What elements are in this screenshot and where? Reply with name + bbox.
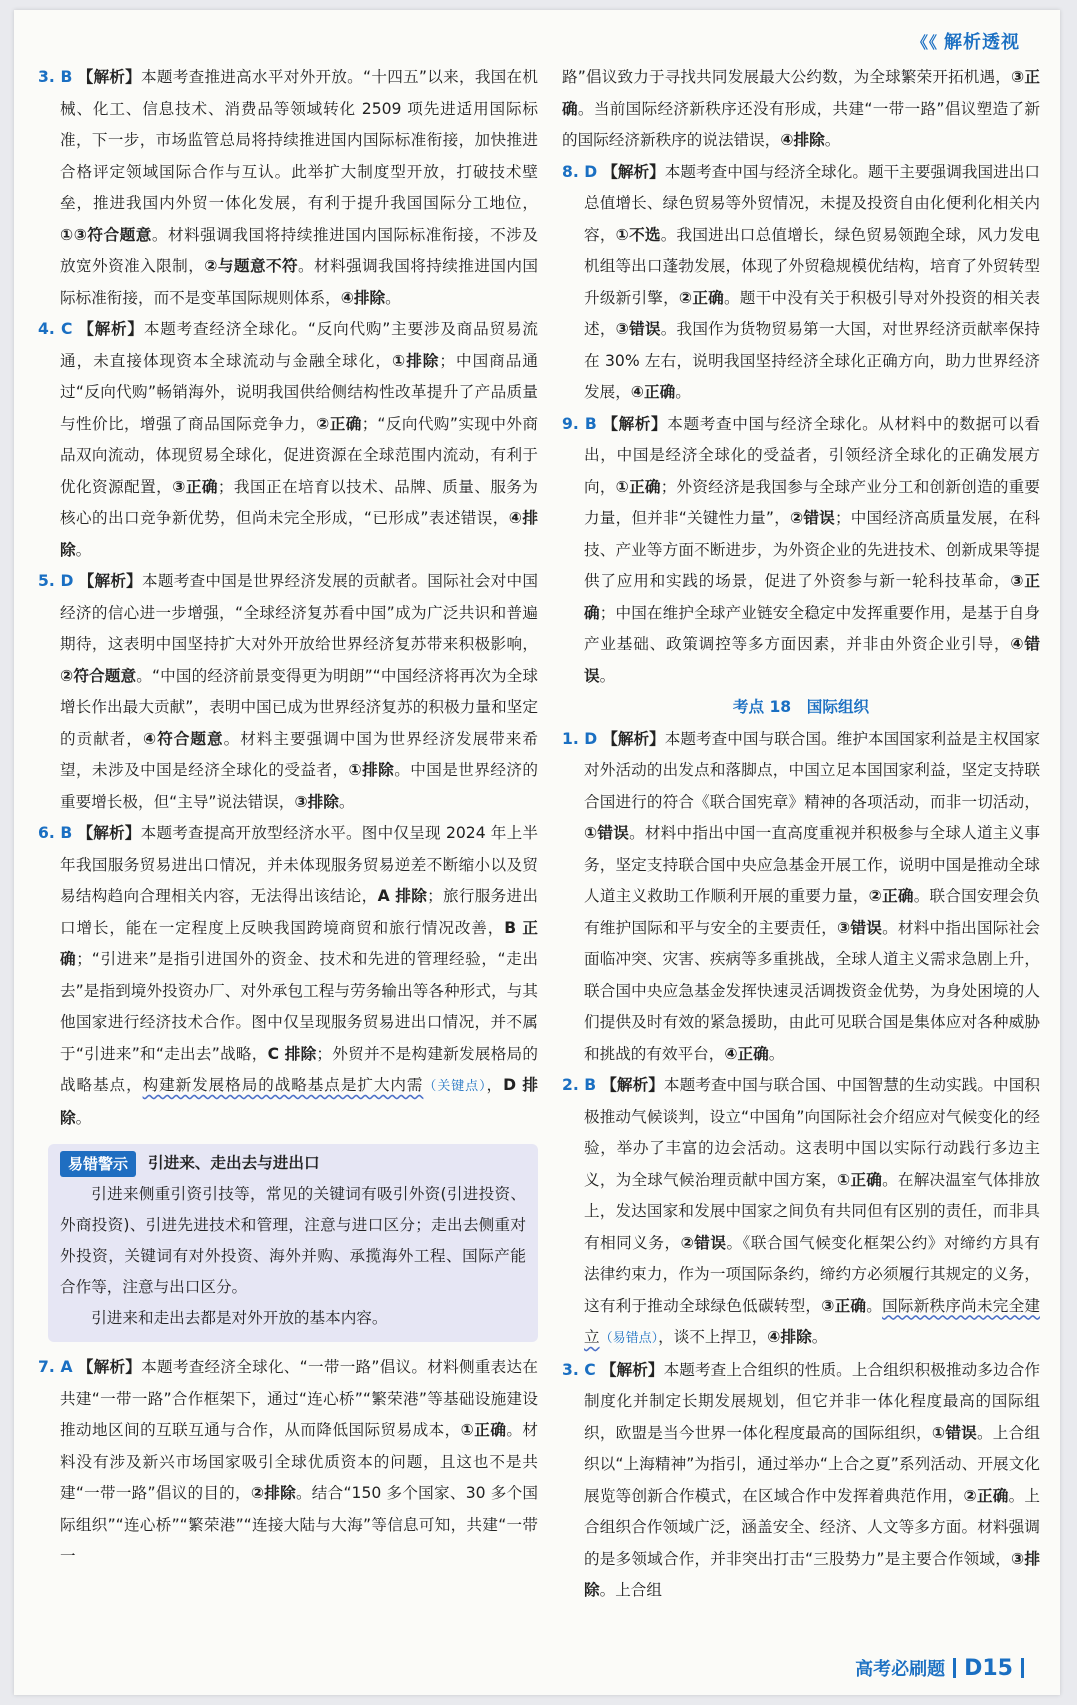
key-point-note: （易错点）: [599, 1331, 659, 1346]
answer-text: ；中国商品通过“反向代购”畅销海外，说明我国供给侧结构性改革提升了产品质量与性价比，增强了商品国际竞争力，: [60, 351, 538, 433]
answer-text: 。: [599, 666, 616, 685]
right-column: [562, 62, 1040, 1607]
answer-text: ，谈不上捍卫，: [658, 1328, 768, 1346]
warning-paragraph: 引进来侧重引资引技等，常见的关键词有吸引外资(引进投资、外商投资)、引进先进技术和管理，注意与进口区分；走出去侧重对外投资，关键词有对外投资、海外并购、承揽海外工程、国际产能合作等，注意与出口区分。: [60, 1185, 526, 1296]
answer-text: 。当前国际经济新秩序还没有形成，共建“一带一路”倡议塑造了新的国际经济新秩序的说法错误，: [562, 99, 1040, 149]
answer-text: ；中国经济高质量发展，在科技、产业等方面不断进步，为外资企业的先进技术、创新成果等提供了应用和实践的场景，促进了外资参与新一轮科技革命，: [584, 509, 1040, 590]
warning-title: 引进来、走出去与进出口: [148, 1154, 320, 1172]
verdict: ②正确: [678, 288, 724, 307]
answer-text: 。: [768, 1044, 785, 1063]
error-warning-box: [48, 1144, 538, 1342]
double-chevron-left-icon: 《《: [911, 33, 938, 52]
verdict: D 排除: [60, 1076, 538, 1127]
answer-text: 本题考查经济全球化。“反向代购”主要涉及商品贸易流通，未直接体现资本全球流动与金融全球化，: [60, 320, 538, 370]
answer-text: 。: [75, 1108, 92, 1127]
verdict: ①不选: [615, 225, 661, 244]
divider-bar: [953, 1658, 956, 1678]
answer-number: 3. C: [562, 1360, 596, 1379]
answer-text: 。: [338, 792, 355, 811]
answer-text: 。: [866, 1296, 883, 1315]
answer-number: 8. D: [562, 162, 598, 181]
answer-text: ；旅行服务进出口增长，能在一定程度上反映我国跨境商贸和旅行情况改善，: [60, 887, 538, 937]
verdict: ②错误: [789, 509, 835, 527]
answer-7: [38, 1352, 538, 1573]
answer-text: 。上合组织合作领域广泛，涵盖安全、经济、人文等多方面。材料强调的是多领域合作，并非突出打击“三股势力”是主要合作领域，: [584, 1486, 1040, 1568]
verdict: ②正确: [316, 414, 362, 433]
verdict: ①③符合题意: [60, 225, 152, 244]
answer-9: [562, 409, 1040, 693]
key-point-underline: 构建新发展格局的战略基点是扩大内需: [142, 1076, 424, 1094]
warning-badge: 易错警示: [60, 1151, 136, 1177]
answer-text: 。材料强调我国将持续推进国内国际标准衔接，而不是变革国际规则体系，: [60, 257, 538, 307]
answer-text: 本题考查中国是世界经济发展的贡献者。国际社会对中国经济的信心进一步增强，“全球经济复苏看中国”成为广泛共识和普遍期待，这表明中国坚持扩大对外开放给世界经济复苏带来积极影响，: [60, 572, 538, 653]
answer-text: 。材料强调我国将持续推进国内国际标准衔接，不涉及放宽外资准入限制，: [60, 225, 538, 275]
answer-tag: 【解析】: [77, 824, 141, 842]
page-footer: [855, 1655, 1024, 1681]
answer-text: 。材料主要强调中国为世界经济发展带来希望，未涉及中国是经济全球化的受益者，: [60, 729, 538, 779]
verdict: ④正确: [630, 383, 676, 401]
verdict: ④排除: [767, 1328, 812, 1346]
answer-3: [38, 62, 538, 314]
answer-text: 。题干中没有关于积极引导对外投资的相关表述，: [584, 288, 1040, 338]
answer-text: 。: [75, 540, 92, 559]
answer-text: 。“中国的经济前景变得更为明朗”“中国经济将再次为全球增长作出最大贡献”，表明中国已成为世界经济复苏的积极力量和坚定的贡献者，: [60, 666, 538, 748]
verdict: ③错误: [615, 320, 661, 338]
answer-text: ；“引进来”是指引进国外的资金、技术和先进的管理经验，“走出去”是指到境外投资办厂、对外承包工程与劳务输出等各种形式，与其他国家进行经济技术合作。图中仅呈现服务贸易进出口情况，并不属于“引进来”和“走出去”战略，: [60, 950, 538, 1063]
verdict: ①正确: [615, 477, 661, 496]
answer-tag: 【解析】: [602, 162, 665, 181]
answer-number: 4. C: [38, 320, 73, 338]
verdict: ④错误: [584, 635, 1040, 685]
answer-tag: 【解析】: [602, 414, 668, 433]
answer-18-2: [562, 1070, 1040, 1355]
answer-text: 。上合组织以“上海精神”为指引，通过举办“上合之夏”系列活动、开展文化展览等创新合作模式，在区域合作中发挥着典范作用，: [584, 1423, 1040, 1505]
warning-header: [60, 1148, 526, 1179]
verdict: ③正确: [172, 477, 218, 496]
answer-text: 。材料中指出中国一直高度重视并积极参与全球人道主义事务，坚定支持联合国中央应急基金开展工作，说明中国是推动全球人道主义救助工作顺利开展的重要力量，: [584, 824, 1040, 905]
answer-text: 。材料没有涉及新兴市场国家吸引全球优质资本的问题，且这也不是共建“一带一路”倡议的目的，: [60, 1421, 538, 1502]
answer-number: 6. B: [38, 824, 73, 842]
answer-number: 9. B: [562, 414, 597, 433]
answer-text: ；“反向代购”实现中外商品双向流动，体现贸易全球化，促进资源在全球范围内流动，有利于优化资源配置，: [60, 414, 538, 496]
answer-text: 。结合“150 多个国家、30 多个国际组织”“连心桥”“繁荣港”“连接大陆与大海”等信息可知，共建“一带一: [60, 1484, 538, 1565]
verdict: ①正确: [837, 1170, 883, 1189]
verdict: ①排除: [391, 351, 440, 370]
verdict: ②错误: [680, 1233, 727, 1252]
answer-text: 。我国作为货物贸易第一大国，对世界经济贡献率保持在 30% 左右，说明我国坚持经济全球化正确方向，助力世界经济发展，: [584, 320, 1040, 401]
answer-tag: 【解析】: [77, 68, 142, 86]
answer-8: [562, 157, 1040, 409]
answer-text: 本题考查中国与联合国、中国智慧的生动实践。中国积极推动气候谈判，设立“中国角”向国际社会介绍应对气候变化的经验，举办了丰富的边会活动。这表明中国以实际行动践行多边主义，为全球气候治理贡献中国方案，: [584, 1076, 1040, 1189]
answer-number: 3. B: [38, 68, 73, 86]
answer-text: ，: [486, 1076, 504, 1094]
verdict: ②排除: [250, 1484, 296, 1502]
page-number: D15: [964, 1655, 1013, 1681]
left-column: [38, 62, 538, 1573]
verdict: ①错误: [584, 824, 630, 842]
answer-text: 。: [675, 383, 691, 401]
answer-4: [38, 314, 538, 566]
answer-number: 5. D: [38, 572, 74, 590]
answer-7-continued: [562, 62, 1040, 157]
answer-tag: 【解析】: [77, 1358, 142, 1376]
answer-text: 。《联合国气候变化框架公约》对缔约方具有法律约束力，作为一项国际条约，缔约方必须履行其规定的义务，这有利于推动全球绿色低碳转型，: [584, 1233, 1040, 1315]
answer-text: 。: [385, 288, 401, 307]
verdict: ②与题意不符: [204, 257, 299, 275]
answer-18-1: [562, 724, 1040, 1071]
key-point-underline: 国际新秩序尚未完全建立: [584, 1296, 1040, 1346]
divider-bar: [1021, 1658, 1024, 1678]
verdict: ②符合题意: [60, 666, 137, 685]
verdict: ②正确: [868, 887, 914, 905]
answer-text: 。在解决温室气体排放上，发达国家和发展中国家之间负有共同但有区别的责任，而非具有相同义务，: [584, 1170, 1040, 1252]
answer-text: 。: [811, 1328, 828, 1346]
answer-text: 本题考查提高开放型经济水平。图中仅呈现 2024 年上半年我国服务贸易进出口情况，并未体现服务贸易逆差不断缩小以及贸易结构趋向合理相关内容，无法得出该结论，: [60, 824, 538, 905]
answer-text: 。材料中指出国际社会面临冲突、灾害、疾病等多重挑战，全球人道主义需求急剧上升，联合国中央应急基金发挥快速灵活调拨资金优势，为身处困境的人们提供及时有效的紧急援助，由此可见联合国是集体应对各种威胁和挑战的有效平台，: [584, 918, 1040, 1063]
verdict: B 正确: [60, 918, 538, 968]
verdict: ②正确: [963, 1486, 1009, 1505]
answer-text: ；外贸并不是构建新发展格局的战略基点，: [60, 1044, 538, 1094]
answer-18-3: [562, 1355, 1040, 1607]
verdict: ③错误: [837, 918, 883, 937]
verdict: ③正确: [562, 68, 1040, 118]
answer-text: 。上合组: [599, 1581, 662, 1599]
answer-number: 7. A: [38, 1358, 73, 1376]
warning-paragraph: 引进来和走出去都是对外开放的基本内容。: [91, 1309, 388, 1327]
footer-brand: 高考必刷题: [855, 1659, 946, 1680]
verdict: ③正确: [584, 572, 1040, 622]
header-title: 解析透视: [944, 32, 1020, 53]
answer-tag: 【解析】: [602, 729, 665, 748]
answer-text: ；外资经济是我国参与全球产业分工和创新创造的重要力量，但并非“关键性力量”，: [584, 477, 1040, 527]
verdict: ③排除: [584, 1549, 1040, 1599]
answer-number: 1. D: [562, 729, 598, 748]
answer-text: 本题考查中国与经济全球化。从材料中的数据可以看出，中国是经济全球化的受益者，引领经济全球化的正确发展方向，: [584, 414, 1040, 496]
verdict: ④排除: [780, 131, 825, 149]
verdict: ①排除: [348, 761, 395, 779]
verdict: A 排除: [377, 887, 428, 905]
answer-number: 2. B: [562, 1076, 597, 1094]
verdict: ①错误: [931, 1423, 977, 1442]
verdict: ④正确: [724, 1044, 769, 1063]
answer-text: 本题考查中国与经济全球化。题干主要强调我国进出口总值增长、绿色贸易等外贸情况，未提及投资自由化便利化相关内容，: [584, 162, 1040, 244]
answer-5: [38, 566, 538, 818]
answer-text: 本题考查推进高水平对外开放。“十四五”以来，我国在机械、化工、信息技术、消费品等领域转化 2509 项先进适用国际标准，下一步，市场监管总局将持续推进国内国际标准衔接，加快推进合格评定领域国际合作与互认。此举扩大制度型开放，打破技术壁垒，推进我国内外贸一体化发展，有利于提升我国国际分工地位，: [60, 68, 538, 212]
page: [14, 10, 1060, 1695]
answer-text: ；中国在维护全球产业链安全稳定中发挥重要作用，是基于自身产业基础、政策调控等多方面因素，并非由外资企业引导，: [584, 603, 1040, 653]
verdict: C 排除: [267, 1044, 317, 1063]
verdict: ④排除: [60, 509, 538, 559]
answer-text: 本题考查中国与联合国。维护本国国家利益是主权国家对外活动的出发点和落脚点，中国立足本国国家利益，坚定支持联合国进行的符合《联合国宪章》精神的各项活动，而非一切活动，: [584, 729, 1040, 811]
verdict: ①正确: [460, 1421, 507, 1439]
answer-text: 本题考查经济全球化、“一带一路”倡议。材料侧重表达在共建“一带一路”合作框架下，通过“连心桥”“繁荣港”等基础设施建设推动地区间的互联互通与合作，从而降低国际贸易成本，: [60, 1358, 538, 1439]
answer-text: 。我国进出口总值增长，绿色贸易领跑全球，风力发电机组等出口蓬勃发展，体现了外贸稳规模优结构，培育了外贸转型升级新引擎，: [584, 225, 1040, 307]
verdict: ③正确: [821, 1296, 867, 1315]
verdict: ④符合题意: [143, 729, 224, 748]
answer-text: ；我国正在培育以技术、品牌、质量、服务为核心的出口竞争新优势，但尚未完全形成，“已形成”表述错误，: [60, 477, 538, 527]
page-header: [912, 28, 1020, 54]
verdict: ③排除: [294, 792, 339, 811]
answer-text: 。联合国安理会负有维护国际和平与安全的主要责任，: [584, 887, 1040, 937]
answer-tag: 【解析】: [601, 1076, 664, 1094]
answer-text: 。: [824, 131, 841, 149]
answer-6: [38, 818, 538, 1134]
answer-tag: 【解析】: [78, 572, 143, 590]
answer-tag: 【解析】: [78, 320, 144, 338]
answer-text: 。中国是世界经济的重要增长极，但“主导”说法错误，: [60, 761, 538, 811]
answer-text: 本题考查上合组织的性质。上合组织积极推动多边合作制度化并制定长期发展规划，但它并非一体化程度最高的国际组织，欧盟是当今世界一体化程度最高的国际组织，: [584, 1360, 1040, 1442]
answer-text: 路”倡议致力于寻找共同发展最大公约数，为全球繁荣开拓机遇，: [562, 68, 1012, 86]
section-heading: 考点 18 国际组织: [732, 698, 870, 716]
verdict: ④排除: [340, 288, 386, 307]
key-point-note: （关键点）: [423, 1079, 487, 1094]
answer-tag: 【解析】: [600, 1360, 664, 1379]
